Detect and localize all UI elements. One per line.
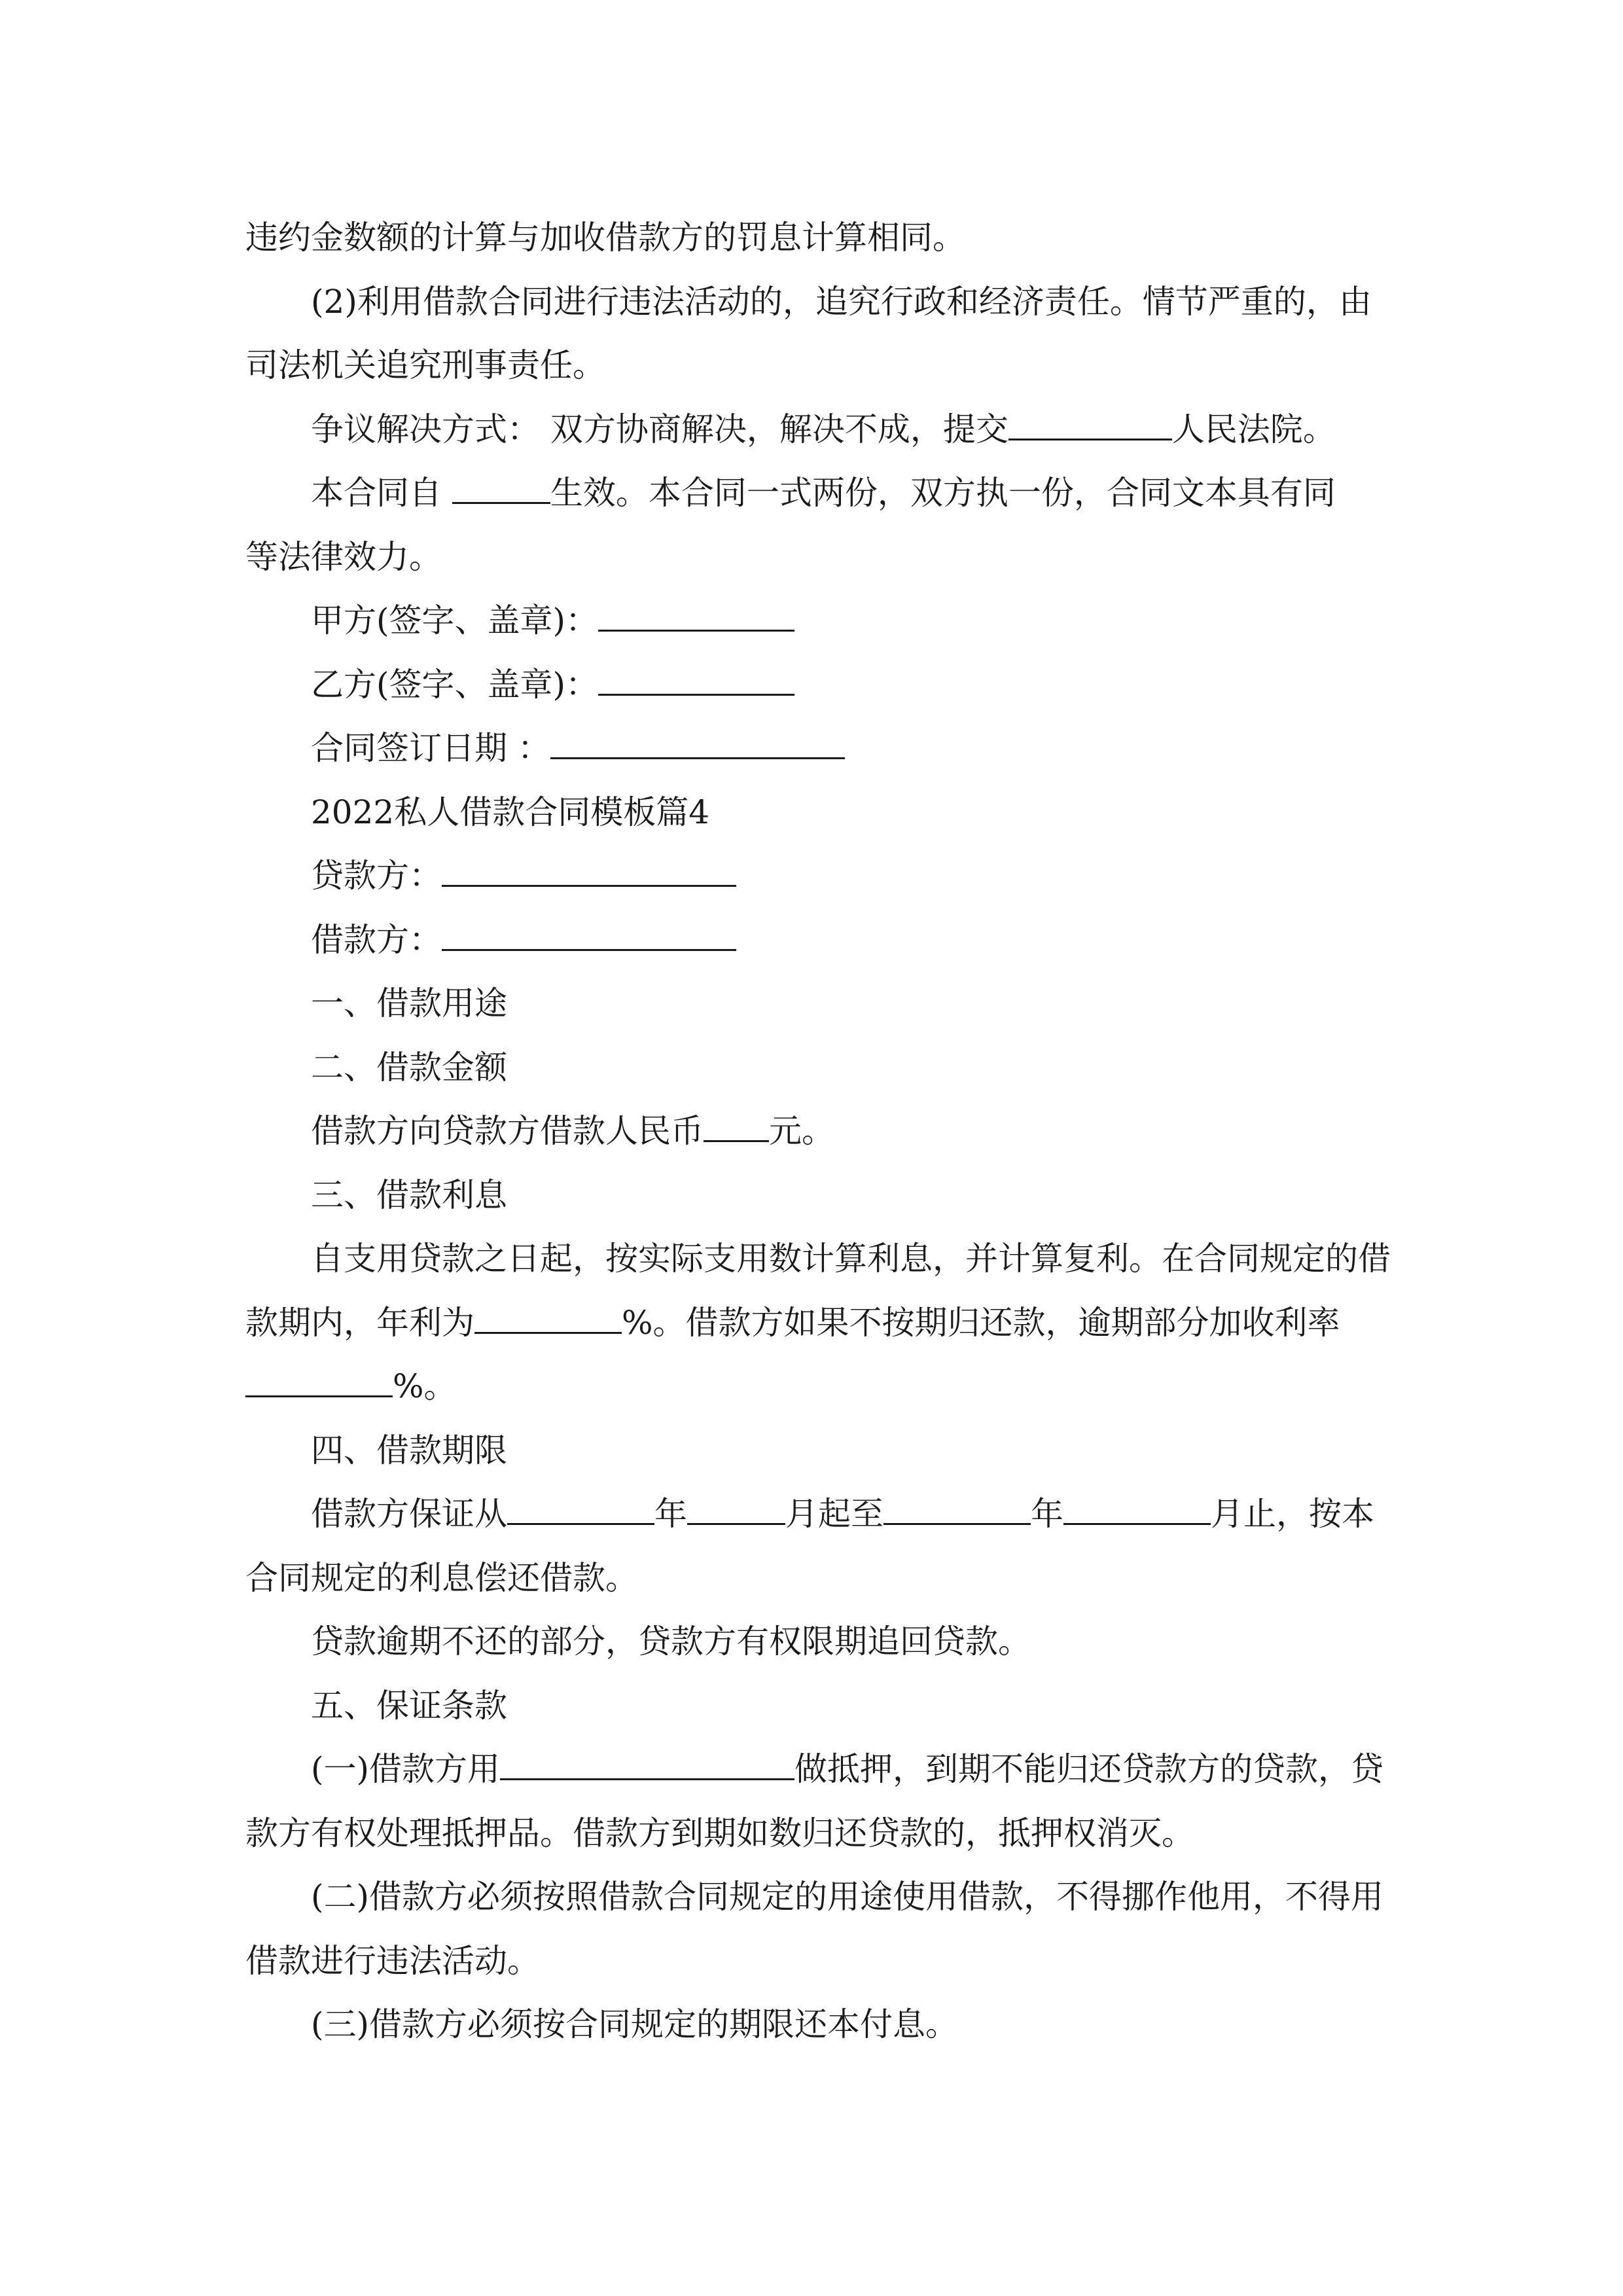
lender-blank[interactable] <box>442 852 736 887</box>
text: 月止，按本 <box>1211 1495 1374 1533</box>
text: 本合同自 <box>311 474 452 512</box>
text: (2)利用借款合同进行违法活动的，追究行政和经济责任。情节严重的，由 <box>311 282 1372 321</box>
heading <box>245 1674 1378 1738</box>
text-line <box>245 1610 1378 1674</box>
dispute-resolution-line <box>245 398 1378 462</box>
collateral-blank[interactable] <box>500 1746 794 1780</box>
text: 借款方： <box>311 920 442 959</box>
text: 人民法院。 <box>1171 410 1336 448</box>
signing-date-blank[interactable] <box>550 725 845 759</box>
text: 生效。本合同一式两份，双方执一份，合同文本具有同 <box>550 474 1336 512</box>
text-line <box>245 1802 1378 1866</box>
text: 款方有权处理抵押品。借款方到期如数归还贷款的，抵押权消灭。 <box>245 1814 1194 1852</box>
heading <box>245 1164 1378 1228</box>
text: 合同签订日期 ： <box>311 729 550 767</box>
heading <box>245 1419 1378 1483</box>
start-year-blank[interactable] <box>507 1490 654 1525</box>
text: 2022私人借款合同模板篇4 <box>311 793 710 831</box>
effective-blank[interactable] <box>452 469 550 504</box>
party-b-signature-blank[interactable] <box>598 661 794 696</box>
overdue-rate-blank[interactable] <box>245 1363 393 1397</box>
heading <box>245 1036 1378 1100</box>
text: 借款方保证从 <box>311 1495 507 1533</box>
signing-date-line <box>245 717 1378 781</box>
text: 争议解决方式： 双方协商解决，解决不成，提交 <box>311 410 1008 448</box>
borrower-line <box>245 908 1378 973</box>
text: 年 <box>1031 1495 1063 1533</box>
start-month-blank[interactable] <box>687 1490 785 1525</box>
borrower-blank[interactable] <box>442 916 736 951</box>
end-month-blank[interactable] <box>1063 1490 1211 1525</box>
loan-amount-blank[interactable] <box>704 1107 769 1142</box>
contract-text <box>245 206 1391 2057</box>
text: %。借款方如果不按期归还款，逾期部分加收利率 <box>622 1303 1340 1342</box>
text-line <box>245 270 1378 334</box>
text: 五、保证条款 <box>311 1686 507 1725</box>
text-line <box>245 206 1378 270</box>
effective-date-line <box>245 461 1378 526</box>
text-line <box>245 1929 1378 1994</box>
text: 自支用贷款之日起，按实际支用数计算利息，并计算复利。在合同规定的借 <box>311 1240 1391 1278</box>
text: 三、借款利息 <box>311 1175 507 1214</box>
text-line <box>245 1865 1384 1929</box>
text: 甲方(签字、盖章)： <box>311 601 599 639</box>
text: %。 <box>393 1367 457 1405</box>
end-year-blank[interactable] <box>883 1490 1031 1525</box>
court-blank[interactable] <box>1008 406 1172 440</box>
text: 乙方(签字、盖章)： <box>311 665 599 704</box>
text: 借款方向贷款方借款人民币 <box>311 1112 704 1150</box>
text: (一)借款方用 <box>311 1750 501 1788</box>
text: (三)借款方必须按合同规定的期限还本付息。 <box>311 2005 959 2043</box>
text: 款期内，年利为 <box>245 1303 474 1342</box>
overdue-rate-line <box>245 1355 1378 1419</box>
party-a-signature-line <box>245 589 1378 653</box>
text: 年 <box>654 1495 687 1533</box>
text: 月起至 <box>785 1495 883 1533</box>
text: 等法律效力。 <box>245 537 442 576</box>
collateral-line <box>245 1738 1384 1802</box>
lender-line <box>245 844 1378 908</box>
section-title <box>245 781 1378 845</box>
text: 一、借款用途 <box>311 984 507 1022</box>
text-line <box>245 526 1378 590</box>
text: 贷款逾期不还的部分，贷款方有权限期追回贷款。 <box>311 1623 1031 1660</box>
text: 四、借款期限 <box>311 1431 507 1469</box>
loan-amount-line <box>245 1100 1378 1164</box>
text: 合同规定的利息偿还借款。 <box>245 1558 638 1597</box>
party-a-signature-blank[interactable] <box>598 597 794 632</box>
text-line <box>245 1993 1378 2057</box>
text-line <box>245 1227 1391 1291</box>
party-b-signature-line <box>245 653 1378 717</box>
interest-rate-line <box>245 1291 1378 1355</box>
annual-rate-blank[interactable] <box>474 1299 622 1334</box>
text: (二)借款方必须按照借款合同规定的用途使用借款，不得挪作他用，不得用 <box>311 1878 1384 1916</box>
text-line <box>245 1547 1378 1611</box>
text: 元。 <box>769 1112 834 1150</box>
text: 借款进行违法活动。 <box>245 1941 540 1980</box>
text: 做抵押，到期不能归还贷款方的贷款，贷 <box>794 1750 1384 1788</box>
text: 司法机关追究刑事责任。 <box>245 346 605 384</box>
loan-term-line <box>245 1482 1378 1547</box>
text: 违约金数额的计算与加收借款方的罚息计算相同。 <box>245 219 965 257</box>
heading <box>245 972 1378 1036</box>
text: 二、借款金额 <box>311 1048 507 1086</box>
text: 贷款方： <box>311 857 442 895</box>
text-line <box>245 334 1378 398</box>
